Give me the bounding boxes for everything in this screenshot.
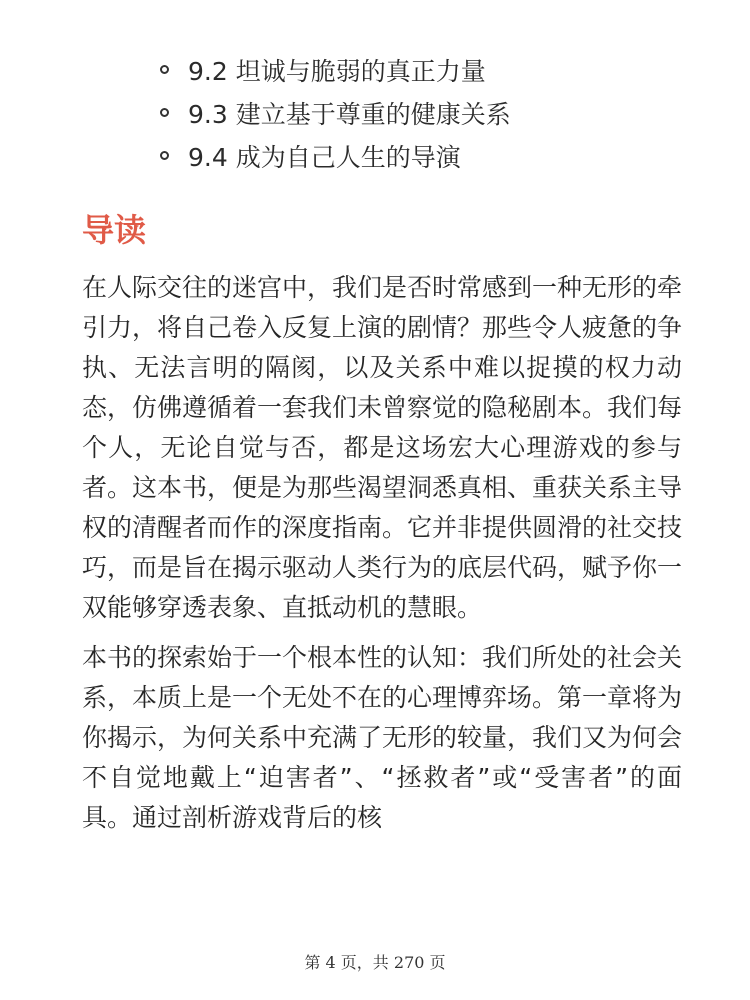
section-body [82, 268, 682, 848]
page-number: 第 4 页，共 270 页 [304, 953, 446, 972]
toc-item-label: 9.2 坦诚与脆弱的真正力量 [188, 57, 486, 86]
body-paragraph: 本书的探索始于一个根本性的认知：我们所处的社会关系，本质上是一个无处不在的心理博弈场。第一章将为你揭示，为何关系中充满了无形的较量，我们又为何会不自觉地戴上“迫害者”、“拯救者”或“受害者”的面具。通过剖析游戏背后的核 [82, 643, 683, 832]
body-paragraph: 在人际交往的迷宫中，我们是否时常感到一种无形的牵引力，将自己卷入反复上演的剧情？那些令人疲惫的争执、无法言明的隔阂，以及关系中难以捉摸的权力动态，仿佛遵循着一套我们未曾察觉的隐秘剧本。我们每个人，无论自觉与否，都是这场宏大心理游戏的参与者。这本书，便是为那些渴望洞悉真相、重获关系主导权的清醒者而作的深度指南。它并非提供圆滑的社交技巧，而是旨在揭示驱动人类行为的底层代码，赋予你一双能够穿透表象、直抵动机的慧眼。 [82, 273, 683, 622]
hollow-circle-bullet-icon [160, 65, 169, 74]
toc-item[interactable] [160, 136, 720, 179]
section-heading: 导读 [82, 211, 147, 249]
hollow-circle-bullet-icon [160, 151, 169, 160]
table-of-contents [160, 50, 720, 179]
toc-item[interactable] [160, 93, 720, 136]
toc-item-label: 9.3 建立基于尊重的健康关系 [188, 100, 511, 129]
hollow-circle-bullet-icon [160, 108, 169, 117]
toc-item[interactable] [160, 50, 720, 93]
toc-item-label: 9.4 成为自己人生的导演 [188, 143, 461, 172]
